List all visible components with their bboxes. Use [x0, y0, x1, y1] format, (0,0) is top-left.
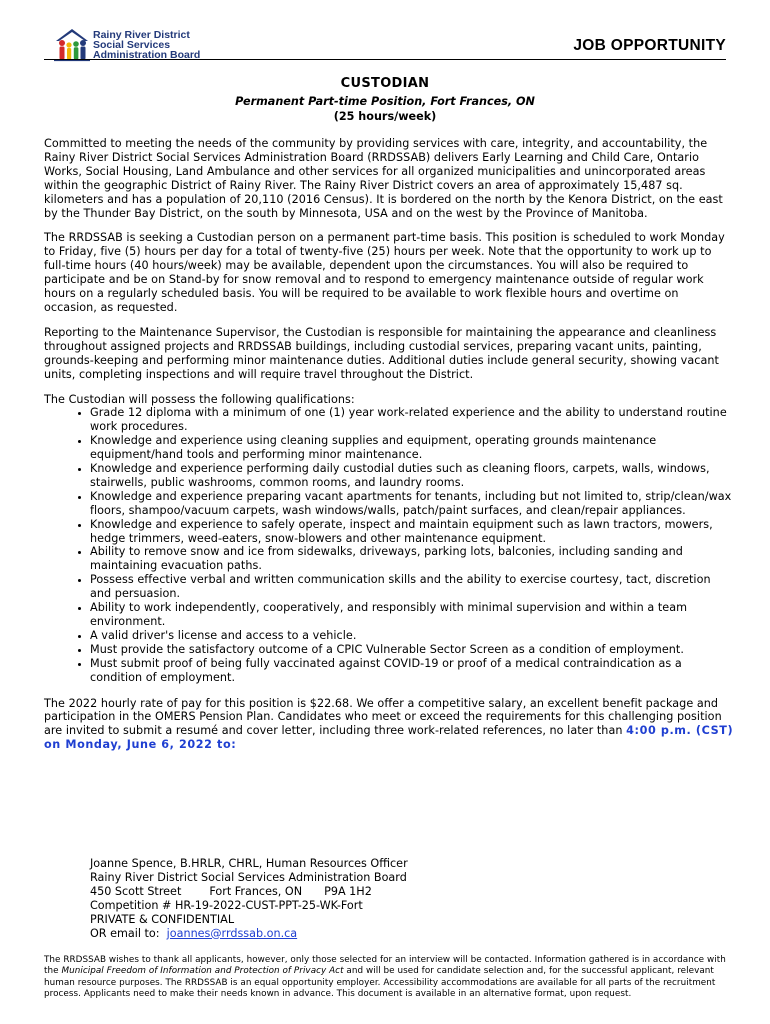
contact-city: Fort Frances, ON: [209, 884, 303, 898]
position-title: CUSTODIAN: [340, 76, 430, 91]
application-deadline: 4:00 p.m. (CST) on Monday, June 6, 2022 to:: [44, 724, 734, 752]
document-type-heading: JOB OPPORTUNITY: [573, 37, 726, 54]
pay-paragraph: [44, 697, 734, 753]
header-divider: [44, 59, 726, 60]
contact-postal: P9A 1H2: [324, 884, 372, 898]
contact-name: Joanne Spence, B.HRLR, CHRL, Human Resources Officer: [90, 857, 408, 870]
email-label: OR email to:: [90, 926, 160, 940]
family-house-logo-icon: [52, 27, 92, 63]
footer-text-1: The RRDSSAB wishes to thank all applicants, however, only those selected for an interview will be contacted. Information gathered is in accordance with the: [44, 955, 726, 977]
contact-org: Rainy River District Social Services Administration Board: [90, 870, 407, 884]
intro-paragraph: Committed to meeting the needs of the community by providing services with care, integrity, and accountability, the Rainy River District Social Services Administration Board (RRDSSAB) delivers Early Learning and Child Care, Ontario Works, Social Housing, Land Ambulance and other services for all organized municipalities and unincorporated areas within the geographic District of Rainy River. The Rainy River District covers an area of approximately 15,487 sq. kilometers and has a population of 20,110 (2016 Census). It is bordered on the north by the Kenora District, on the east by the Thunder Bay District, on the south by Minnesota, USA and on the west by the Province of Manitoba.: [44, 137, 723, 220]
org-name-line-2: Social Services: [93, 39, 171, 51]
list-item: • Knowledge and experience to safely operate, inspect and maintain equipment such as lawn tractors, mowers, hedge trimmers, weed-eaters, snow-blowers and other maintenance equipment.: [90, 518, 734, 546]
qualifications-intro: The Custodian will possess the following qualifications:: [44, 392, 355, 406]
pay-text: The 2022 hourly rate of pay for this position is $22.68. We offer a competitive salary, an excellent benefit package and participation in the OMERS Pension Plan. Candidates who meet or exceed the requirements for this challenging position are invited to submit a resumé and cover letter, including three work-related references, no later than: [44, 696, 722, 738]
position-subtitle: Permanent Part-time Position, Fort Frances, ON: [235, 95, 535, 108]
contact-block: [90, 857, 408, 940]
confidential-label: PRIVATE & CONFIDENTIAL: [90, 912, 235, 926]
list-item: • Possess effective verbal and written communication skills and the ability to exercise courtesy, tact, discretion and persuasion.: [90, 573, 734, 601]
position-hours: (25 hours/week): [333, 110, 437, 123]
list-item: • Must provide the satisfactory outcome of a CPIC Vulnerable Sector Screen as a condition of employment.: [90, 643, 734, 657]
org-name: [93, 30, 200, 60]
email-link[interactable]: joannes@rrdssab.on.ca: [166, 926, 298, 940]
list-item: • Knowledge and experience performing daily custodial duties such as cleaning floors, carpets, walls, windows, stairwells, public washrooms, common rooms, and laundry rooms.: [90, 462, 734, 490]
email-line: [90, 927, 408, 941]
duties-paragraph: Reporting to the Maintenance Supervisor, the Custodian is responsible for maintaining the appearance and cleanliness throughout assigned projects and RRDSSAB buildings, including custodial services, preparing vacant units, painting, grounds-keeping and performing minor maintenance duties. Additional duties include general security, showing vacant units, completing inspections and will require travel throughout the District.: [44, 325, 719, 381]
qualifications-list: [44, 406, 734, 684]
list-item: • Grade 12 diploma with a minimum of one (1) year work-related experience and the ability to understand routine work procedures.: [90, 406, 734, 434]
posting-body: [44, 137, 734, 763]
list-item: • A valid driver's license and access to a vehicle.: [90, 629, 734, 643]
competition-number: Competition # HR-19-2022-CUST-PPT-25-WK-Fort: [90, 898, 363, 912]
list-item: • Ability to work independently, cooperatively, and responsibly with minimal supervision and within a team environment.: [90, 601, 734, 629]
contact-address: [90, 885, 408, 899]
footer-act-name: Municipal Freedom of Information and Protection of Privacy Act: [61, 966, 344, 977]
contact-street: 450 Scott Street: [90, 884, 182, 898]
list-item: • Knowledge and experience using cleaning supplies and equipment, operating grounds maintenance equipment/hand tools and performing minor maintenance.: [90, 434, 734, 462]
org-name-line-1: Rainy River District: [93, 29, 190, 41]
list-item: • Ability to remove snow and ice from sidewalks, driveways, parking lots, balconies, including sanding and maintaining evacuation paths.: [90, 545, 734, 573]
list-item: • Must submit proof of being fully vaccinated against COVID-19 or proof of a medical contraindication as a condition of employment.: [90, 657, 734, 685]
schedule-paragraph: The RRDSSAB is seeking a Custodian person on a permanent part-time basis. This position is scheduled to work Monday to Friday, five (5) hours per day for a total of twenty-five (25) hours per week. Note that the opportunity to work up to full-time hours (40 hours/week) may be available, dependent upon the circumstances. You will also be required to participate and be on Stand-by for snow removal and to respond to emergency maintenance outside of regular work hours on a regularly scheduled basis. You will be required to be available to work flexible hours and overtime on occasion, as requested.: [44, 231, 725, 314]
list-item: • Knowledge and experience preparing vacant apartments for tenants, including but not limited to, strip/clean/wax floors, shampoo/vacuum carpets, wash windows/walls, patch/paint surfaces, and clean/repair appliances.: [90, 490, 734, 518]
footer-notice: [44, 955, 734, 1000]
org-name-line-3: Administration Board: [93, 49, 201, 61]
footer-text-2: and will be used for candidate selection and, for the successful applicant, relevant human resource purposes. The RRDSSAB is an equal opportunity employer. Accessibility accommodations are available for all parts of the recruitment process. Applicants need to make their needs known in advance. This document is available in an alternative format, upon request.: [44, 966, 716, 999]
